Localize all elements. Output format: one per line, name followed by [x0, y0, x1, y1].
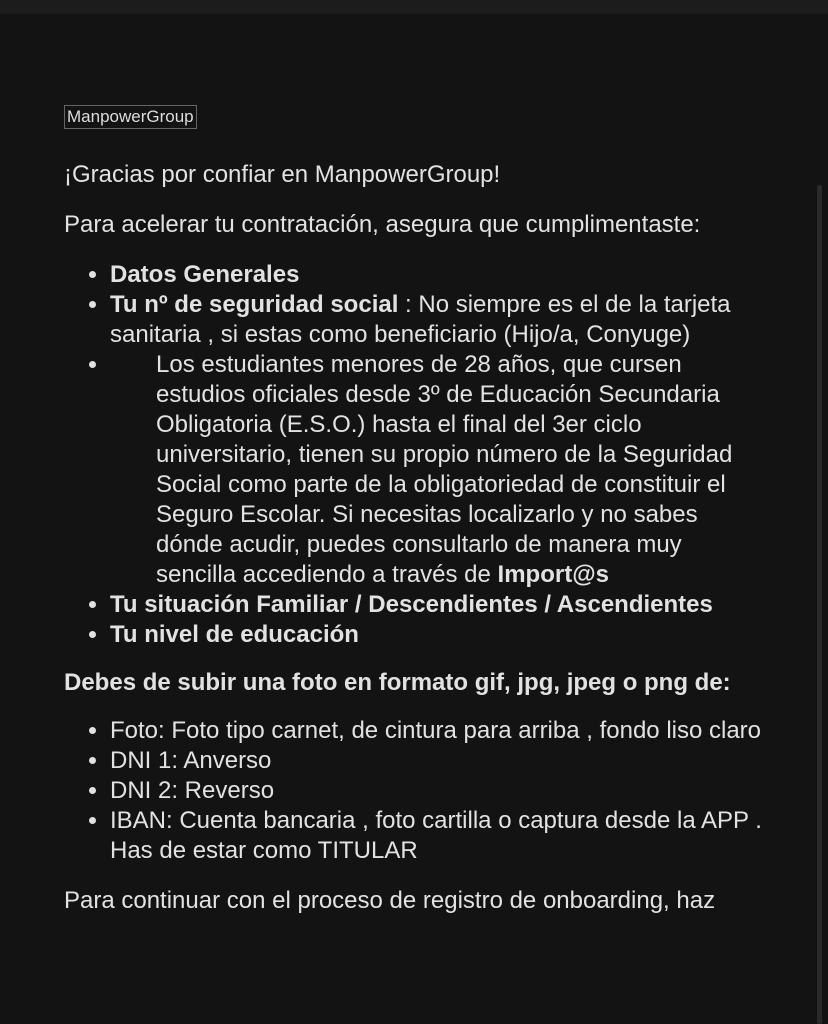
- greeting: ¡Gracias por confiar en ManpowerGroup!: [64, 161, 501, 188]
- checklist: [64, 260, 764, 650]
- list-item: [110, 590, 764, 620]
- list-item: [110, 620, 764, 650]
- list-item: [110, 290, 764, 350]
- list-item: • Foto: Foto tipo carnet, de cintura para arriba , fondo liso claro: [110, 716, 764, 746]
- importas-link[interactable]: Import@s: [497, 561, 609, 588]
- item-text: Los estudiantes menores de 28 años, que cursen estudios oficiales desde 3º de Educación Secundaria Obligatoria (E.S.O.) hasta el final del 3er ciclo universitario, tienen su propio número de la Seguridad Social como parte de la obligatoriedad de constituir el Seguro Escolar. Si necesitas localizarlo y no sabes dónde acudir, puedes consultarlo de manera muy sencilla accediendo a través de: [156, 351, 733, 588]
- item-label: Tu situación Familiar / Descendientes / Ascendientes: [110, 591, 713, 618]
- list-item: • IBAN: Cuenta bancaria , foto cartilla o captura desde la APP . Has de estar como TITULAR: [110, 806, 764, 866]
- item-text: : No siempre es el de la tarjeta sanitaria , si estas como beneficiario (Hijo/a, Conyuge): [110, 291, 731, 348]
- item-label: Datos Generales: [110, 261, 300, 288]
- intro-text: Para acelerar tu contratación, asegura que cumplimentaste:: [64, 211, 701, 238]
- item-label: Tu nº de seguridad social: [110, 291, 399, 318]
- list-item: • DNI 2: Reverso: [110, 776, 764, 806]
- email-body: [64, 100, 764, 916]
- top-bar: [0, 0, 828, 14]
- photo-list: [64, 716, 764, 866]
- manpowergroup-logo: ManpowerGroup: [64, 105, 197, 129]
- list-item: [110, 260, 764, 290]
- scrollbar[interactable]: [817, 185, 822, 1024]
- item-label: Tu nivel de educación: [110, 621, 359, 648]
- continue-text: Para continuar con el proceso de registro de onboarding, haz: [64, 887, 716, 914]
- list-item: [110, 350, 764, 590]
- photo-heading: Debes de subir una foto en formato gif, jpg, jpeg o png de:: [64, 669, 731, 696]
- list-item: • DNI 1: Anverso: [110, 746, 764, 776]
